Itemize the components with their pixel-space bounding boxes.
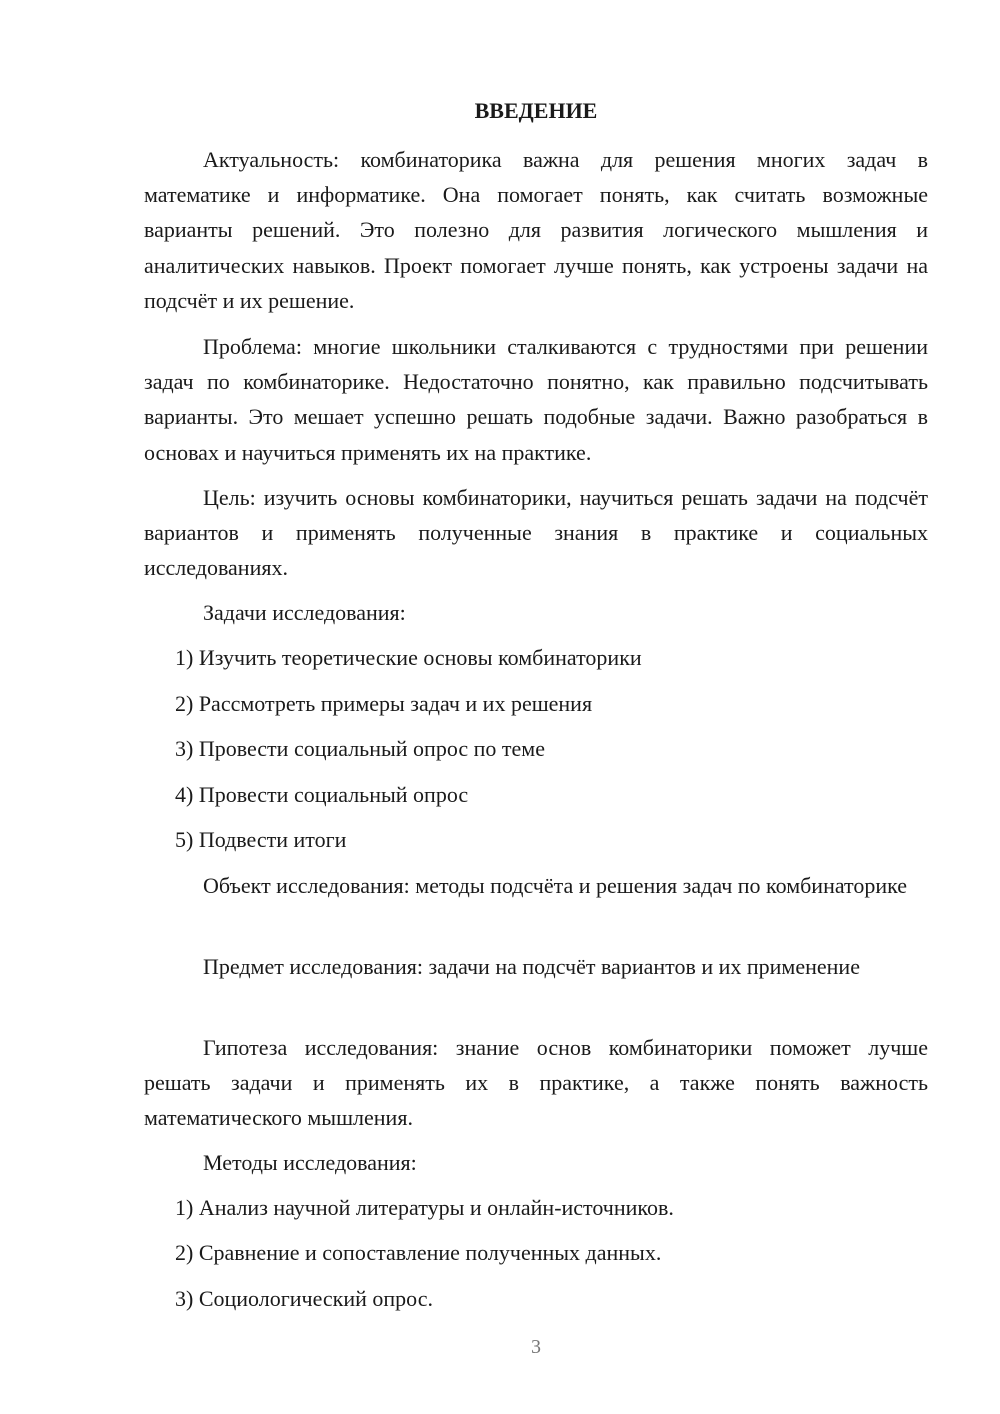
object-paragraph: Объект исследования: методы подсчёта и решения задач по комбинаторике — [203, 873, 908, 898]
task-item: 3) Провести социальный опрос по теме — [175, 736, 545, 761]
method-item: 1) Анализ научной литературы и онлайн-источников. — [175, 1195, 674, 1220]
page-title: ВВЕДЕНИЕ — [474, 98, 598, 123]
document-page — [144, 0, 928, 1414]
relevance-paragraph: Актуальность: комбинаторика важна для решения многих задач в математике и информатике. Она помогает понять, как считать возможные варианты решений. Это полезно для развития логического мышления и аналитических навыков. Проект помогает лучше понять, как устроены задачи на подсчёт и их решение. — [144, 147, 928, 313]
page-number: 3 — [531, 1336, 541, 1358]
method-item: 3) Социологический опрос. — [175, 1286, 433, 1311]
task-item: 1) Изучить теоретические основы комбинаторики — [175, 645, 642, 670]
problem-paragraph: Проблема: многие школьники сталкиваются с трудностями при решении задач по комбинаторике. Недостаточно понятно, как правильно подсчитывать варианты. Это мешает успешно решать подобные задачи. Важно разобраться в основах и научиться применять их на практике. — [144, 334, 928, 465]
tasks-heading: Задачи исследования: — [203, 600, 406, 625]
task-item: 4) Провести социальный опрос — [175, 782, 469, 807]
task-item: 5) Подвести итоги — [175, 827, 347, 852]
hypothesis-paragraph: Гипотеза исследования: знание основ комбинаторики поможет лучше решать задачи и применять их в практике, а также понять важность математического мышления. — [144, 1035, 928, 1131]
goal-paragraph: Цель: изучить основы комбинаторики, научиться решать задачи на подсчёт вариантов и применять полученные знания в практике и социальных исследованиях. — [144, 485, 928, 581]
method-item: 2) Сравнение и сопоставление полученных данных. — [175, 1240, 662, 1265]
methods-heading: Методы исследования: — [203, 1150, 417, 1175]
task-item: 2) Рассмотреть примеры задач и их решения — [175, 691, 593, 716]
subject-paragraph: Предмет исследования: задачи на подсчёт вариантов и их применение — [203, 954, 860, 979]
